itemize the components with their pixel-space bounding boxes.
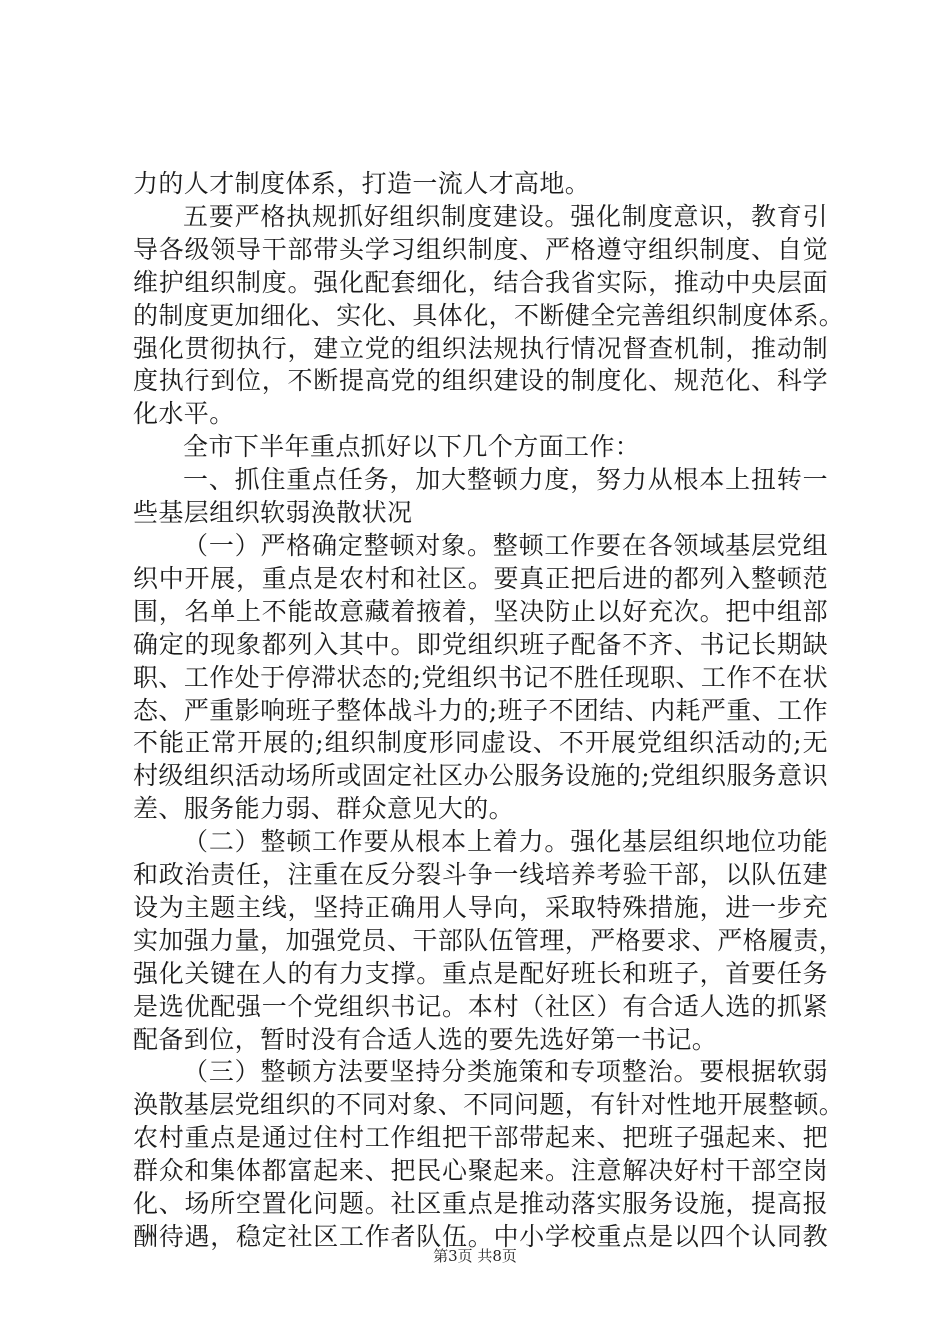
text-line: 化、场所空置化问题。社区重点是推动落实服务设施，提高报	[133, 1189, 828, 1219]
text-line: 化水平。	[133, 399, 235, 429]
text-line: 导各级领导干部带头学习组织制度、严格遵守组织制度、自觉	[133, 234, 828, 264]
text-line: 涣散基层党组织的不同对象、不同问题，有针对性地开展整顿。	[133, 1090, 845, 1120]
text-line: （二）整顿工作要从根本上着力。强化基层组织地位功能	[183, 827, 828, 857]
text-line: 态、严重影响班子整体战斗力的;班子不团结、内耗严重、工作	[133, 695, 828, 725]
text-line: 度执行到位，不断提高党的组织建设的制度化、规范化、科学	[133, 366, 828, 396]
text-line: 维护组织制度。强化配套细化，结合我省实际，推动中央层面	[133, 267, 828, 297]
page-footer	[0, 1245, 950, 1266]
text-line: 和政治责任，注重在反分裂斗争一线培养考验干部，以队伍建	[133, 860, 828, 890]
text-line: 确定的现象都列入其中。即党组织班子配备不齐、书记长期缺	[133, 629, 828, 659]
body-text	[133, 168, 845, 1254]
text-line: 实加强力量，加强党员、干部队伍管理，严格要求、严格履责，	[133, 925, 845, 955]
text-line: 不能正常开展的;组织制度形同虚设、不开展党组织活动的;无	[133, 728, 828, 758]
text-line: 强化关键在人的有力支撑。重点是配好班长和班子，首要任务	[133, 958, 828, 988]
text-line: 全市下半年重点抓好以下几个方面工作：	[183, 432, 641, 462]
text-line: 一、抓住重点任务，加大整顿力度，努力从根本上扭转一	[183, 465, 828, 495]
page-number: 第3页 共8页	[433, 1247, 517, 1265]
text-line: 酬待遇，稳定社区工作者队伍。中小学校重点是以四个认同教	[133, 1222, 828, 1251]
text-line: 农村重点是通过住村工作组把干部带起来、把班子强起来、把	[133, 1123, 828, 1153]
text-line: 五要严格执规抓好组织制度建设。强化制度意识，教育引	[183, 201, 828, 231]
text-line: 围，名单上不能故意藏着掖着，坚决防止以好充次。把中组部	[133, 596, 828, 626]
text-line: 配备到位，暂时没有合适人选的要先选好第一书记。	[133, 1024, 718, 1054]
text-line: 强化贯彻执行，建立党的组织法规执行情况督查机制，推动制	[133, 333, 828, 363]
text-line: 设为主题主线，坚持正确用人导向，采取特殊措施，进一步充	[133, 892, 828, 922]
text-line: 职、工作处于停滞状态的;党组织书记不胜任现职、工作不在状	[133, 662, 828, 692]
text-line: 群众和集体都富起来、把民心聚起来。注意解决好村干部空岗	[133, 1156, 828, 1186]
text-line: 织中开展，重点是农村和社区。要真正把后进的都列入整顿范	[133, 563, 828, 593]
text-line: 村级组织活动场所或固定社区办公服务设施的;党组织服务意识	[133, 761, 828, 791]
text-line: 些基层组织软弱涣散状况	[133, 498, 413, 528]
text-line: 力的人才制度体系，打造一流人才高地。	[133, 169, 591, 198]
text-line: （一）严格确定整顿对象。整顿工作要在各领域基层党组	[183, 530, 828, 560]
text-line: 是选优配强一个党组织书记。本村（社区）有合适人选的抓紧	[133, 991, 828, 1021]
text-line: 的制度更加细化、实化、具体化，不断健全完善组织制度体系。	[133, 300, 845, 330]
text-line: （三）整顿方法要坚持分类施策和专项整治。要根据软弱	[183, 1057, 828, 1087]
text-line: 差、服务能力弱、群众意见大的。	[133, 794, 515, 824]
